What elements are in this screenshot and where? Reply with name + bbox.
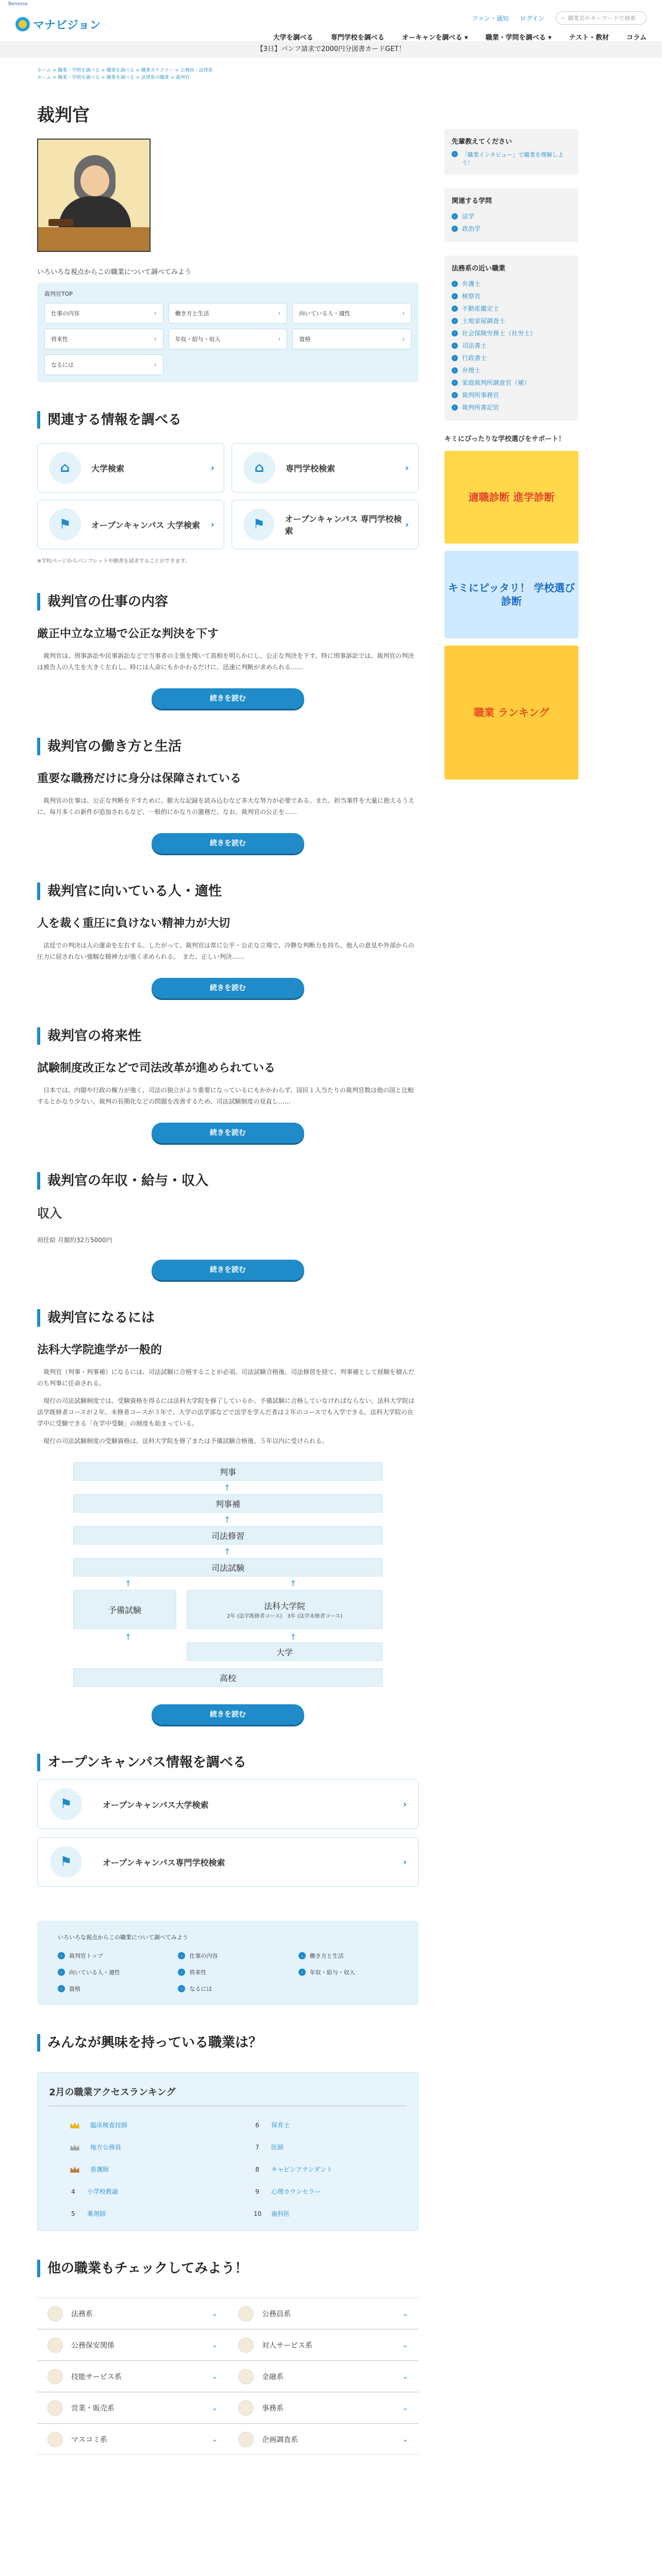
school-diagnosis-banner[interactable]: キミにピッタリ！ 学校選び診断 xyxy=(444,551,578,638)
work-section xyxy=(37,593,419,709)
logo-mark-icon xyxy=(15,17,30,31)
gnav-vocational[interactable]: 専門学校を調べる xyxy=(330,34,385,42)
interview-box: 先輩教えてください › 「職業インタビュー」で職業を理解しよう！ xyxy=(444,129,578,175)
univ-search-card[interactable]: ⌂ 大学検索 › xyxy=(37,443,224,493)
main-content xyxy=(37,67,419,2455)
other-job-label: 公務保安関係 xyxy=(71,2341,114,2350)
job-avatar-icon xyxy=(47,2306,63,2321)
ranking-item[interactable] xyxy=(70,2209,223,2218)
ranking-job-name: キャビンアテンダント xyxy=(271,2166,333,2173)
section-heading: 裁判官の働き方と生活 xyxy=(37,738,419,755)
chevron-right-icon: › xyxy=(452,367,458,374)
section-body: 現行の司法試験制度の受験資格は、法科大学院を修了または予備試験合格後、５年以内に受けられる。 xyxy=(43,1437,328,1445)
job-avatar-icon xyxy=(238,2432,254,2447)
chevron-right-icon: › xyxy=(178,1952,185,1959)
chevron-down-icon: ⌄ xyxy=(211,2403,218,2412)
flag-icon: ⚑ xyxy=(243,509,274,540)
other-job-item[interactable] xyxy=(228,2424,419,2455)
other-jobs-heading: 他の職業もチェックしてみよう！ xyxy=(37,2260,419,2277)
chevron-down-icon: ⌄ xyxy=(211,2435,218,2444)
navbox-title: いろいろな視点からこの職業について調べてみよう xyxy=(58,1934,188,1941)
chevron-right-icon: › xyxy=(210,462,214,473)
flow-preliminary-exam: 予備試験 xyxy=(73,1590,176,1629)
rank-number: 5 xyxy=(71,2210,75,2217)
ranking-section xyxy=(37,2034,419,2231)
chevron-right-icon: › xyxy=(58,1969,65,1976)
search-icon: ⌕ xyxy=(561,14,565,21)
promo-banner[interactable]: 【3日】パンフ請求で2000円分図書カードGET！ xyxy=(0,41,662,58)
cat-future[interactable]: 将来性 › xyxy=(44,329,163,349)
related-note: ※学校ページからパンフレットや願書を請求することができます。 xyxy=(37,558,190,564)
navbox-item[interactable]: › 向いている人・適性 xyxy=(58,1968,157,1976)
arrow-up-icon: ↑ xyxy=(224,1515,231,1524)
howto-section xyxy=(37,1309,419,1725)
school-icon: ⌂ xyxy=(243,452,275,484)
section-heading: 裁判官に向いている人・適性 xyxy=(37,883,419,900)
other-job-item[interactable] xyxy=(37,2298,228,2329)
ranking-job-name: 小学校教諭 xyxy=(87,2188,119,2195)
chevron-right-icon: › xyxy=(154,310,157,317)
job-avatar-icon xyxy=(47,2432,63,2447)
ranking-item[interactable] xyxy=(254,2143,407,2151)
job-avatar-icon xyxy=(238,2400,254,2416)
opencampus-heading: オープンキャンパス情報を調べる xyxy=(37,1754,419,1771)
study-link[interactable]: › 法学 xyxy=(452,210,571,223)
near-job-link[interactable]: › 司法書士 xyxy=(452,340,571,352)
job-avatar-icon xyxy=(47,2400,63,2416)
chevron-right-icon: › xyxy=(402,335,405,343)
read-more-button[interactable]: 続きを読む xyxy=(152,1260,304,1280)
ranking-item[interactable] xyxy=(254,2187,407,2196)
header xyxy=(0,7,662,41)
school-icon: ⌂ xyxy=(49,452,81,484)
section-body: 法廷での判決は人の運命を左右する。したがって、裁判官は常に公平・公正な立場で、冷静な判断力を持ち、他人の意見や外部からの圧力に屈されない強靱な精神力が強く求められる。 また、正しい判決…… xyxy=(37,942,415,960)
chevron-down-icon: ⌄ xyxy=(211,2372,218,2381)
ranking-job-name: 医師 xyxy=(271,2144,284,2151)
near-job-link[interactable]: › 社会保険労務士（社労士） xyxy=(452,327,571,340)
chevron-right-icon: › xyxy=(278,310,281,317)
chevron-right-icon: › xyxy=(178,1985,185,1992)
rank-number: 6 xyxy=(255,2121,259,2129)
flow-law-school: 法科大学院 2年 (法学既修者コース) 3年 (法学未修者コース) xyxy=(187,1590,383,1629)
other-job-item[interactable] xyxy=(37,2393,228,2424)
chevron-right-icon: › xyxy=(452,404,458,411)
ranking-job-name: 歯科医 xyxy=(271,2210,290,2217)
topbar xyxy=(0,0,662,7)
section-subheading: 重要な職務だけに身分は保障されている xyxy=(37,772,242,785)
near-job-link[interactable]: › 裁判所書記官 xyxy=(452,401,571,414)
ranking-item[interactable] xyxy=(70,2121,223,2129)
job-avatar-icon xyxy=(47,2337,63,2353)
other-job-label: 公務員系 xyxy=(262,2310,291,2318)
near-job-link[interactable]: › 弁理士 xyxy=(452,364,571,377)
chevron-right-icon: › xyxy=(299,1952,306,1959)
gavel-icon xyxy=(48,219,73,226)
navbox-item[interactable]: › 資格 xyxy=(58,1985,157,1993)
related-heading: 関連する情報を調べる xyxy=(37,411,419,429)
chevron-right-icon: › xyxy=(452,151,458,157)
section-body: 裁判官（判事・判事補）になるには、司法試験に合格することが必須。司法試験合格後、司法修習を経て、判事補として経験を積んだのち判事に任命される。 xyxy=(37,1368,415,1387)
other-job-item[interactable] xyxy=(37,2361,228,2392)
gnav-univ[interactable]: 大学を調べる xyxy=(273,34,313,42)
header-links xyxy=(472,11,647,25)
near-job-link[interactable]: › 裁判所事務官 xyxy=(452,389,571,401)
crown-icon xyxy=(70,2122,80,2129)
ranking-job-name: 薬剤師 xyxy=(87,2210,106,2217)
bottom-category-nav xyxy=(37,1921,419,2005)
read-more-button[interactable]: 続きを読む xyxy=(152,688,304,709)
section-body: 裁判官の仕事は、公正な判断を下すために、膨大な記録を読み込むなど多大な努力が必要である。また、担当案件を大量に抱えるうえに、毎月多くの新件が追加されるなど、一般的にかなりの激務だ。なお、裁判官の公正を…… xyxy=(37,797,415,816)
gnav-column[interactable]: コラム xyxy=(626,34,647,42)
ranking-title: 2月の職業アクセスランキング xyxy=(49,2085,407,2106)
chevron-down-icon: ⌄ xyxy=(402,2403,408,2412)
section-body: 裁判官は、刑事訴訟や民事訴訟などで当事者の主張を聞いて真相を明らかにし、公正な判決を下す。特に刑事訴訟では、裁判官の判決は被告人の人生を大きく左右し、時には人命にもかかわるだけに、迅速に判断が求められる…… xyxy=(37,652,415,671)
login-link[interactable]: ログイン xyxy=(520,14,544,22)
starting-salary: 初任給 月額約32万5000円 xyxy=(37,1236,112,1244)
ranking-item[interactable] xyxy=(254,2209,407,2218)
job-avatar-icon xyxy=(47,2369,63,2384)
job-avatar-icon xyxy=(238,2306,254,2321)
chevron-right-icon: › xyxy=(58,1985,65,1992)
logo-text: マナビジョン xyxy=(33,19,101,32)
read-more-button[interactable]: 続きを読む xyxy=(152,1123,304,1143)
ranking-job-name: 地方公務員 xyxy=(90,2144,122,2151)
sidebar xyxy=(444,67,578,2455)
flow-legal-training: 司法修習 xyxy=(73,1526,383,1545)
ranking-item[interactable] xyxy=(254,2121,407,2129)
section-subheading: 法科大学院進学が一般的 xyxy=(37,1344,162,1357)
other-job-label: 法務系 xyxy=(71,2310,93,2318)
read-more-button[interactable]: 続きを読む xyxy=(152,1704,304,1725)
other-job-label: 金融系 xyxy=(262,2372,284,2381)
section-subheading: 人を裁く重圧に負けない精神力が大切 xyxy=(37,917,230,930)
gnav-test[interactable]: テスト・教材 xyxy=(569,34,609,42)
chevron-right-icon: › xyxy=(452,343,458,349)
flow-judge: 判事 xyxy=(73,1462,383,1481)
near-job-link[interactable]: › 土地家屋調査士 xyxy=(452,315,571,327)
near-jobs-box: 法務系の近い職業 › 弁護士 › 検察官 › 不動産鑑定士 › 土地家屋調査士 › 社会保険労務士（社労士） › 司法書士 › 行政書士 › 弁理士 › 家庭裁判所調査官（補） › 裁判所事務官 › 裁判所書記官 xyxy=(444,256,578,421)
study-link[interactable]: › 政治学 xyxy=(452,223,571,235)
related-section xyxy=(37,411,419,564)
section-body: 日本では、内閣や行政の権力が強く、司法の独立がより重要になっているにもかかわらず、国民１人当たりの裁判官数は他の国と比較するとかなり少ない。裁判の長期化などの問題を改善するため、司法試験制度の見直し…… xyxy=(37,1087,414,1105)
flag-icon: ⚑ xyxy=(50,1788,82,1820)
chevron-right-icon: › xyxy=(210,519,214,530)
chevron-right-icon: › xyxy=(452,213,458,219)
chevron-down-icon: ⌄ xyxy=(402,2435,408,2444)
chevron-right-icon: › xyxy=(154,361,157,368)
chevron-right-icon: › xyxy=(58,1952,65,1959)
fan-notice-link[interactable]: ファン・通知 xyxy=(471,14,509,22)
oc-vocational-search-card[interactable]: ⚑ オープンキャンパス 専門学校検索 › xyxy=(231,500,419,549)
category-nav xyxy=(37,282,419,382)
ranking-heading: みんなが興味を持っている職業は？ xyxy=(37,2034,419,2052)
rank-number: 8 xyxy=(255,2165,259,2173)
cat-license[interactable]: 資格 › xyxy=(292,329,411,349)
arrow-up-icon: ↑ xyxy=(125,1579,132,1588)
section-subheading: 厳正中立な立場で公正な判決を下す xyxy=(37,628,219,640)
oc-univ-search-card[interactable]: ⚑ オープンキャンパス 大学検索 › xyxy=(37,500,224,549)
job-avatar-icon xyxy=(238,2369,254,2384)
arrow-up-icon: ↑ xyxy=(224,1483,231,1493)
flow-university: 大学 xyxy=(187,1642,383,1661)
other-job-label: 技能サービス系 xyxy=(71,2372,122,2381)
job-ranking-banner[interactable]: 職業 ランキング xyxy=(444,646,578,779)
navbox-item[interactable]: › 裁判官トップ xyxy=(58,1952,157,1960)
page-container xyxy=(37,58,625,2455)
benesse-logo: Benesse xyxy=(8,2,28,7)
related-studies-box: 関連する学問 › 法学 › 政治学 xyxy=(444,188,578,242)
near-job-link[interactable]: › 弁護士 xyxy=(452,278,571,290)
other-jobs-section xyxy=(37,2260,419,2455)
section-heading: 裁判官の仕事の内容 xyxy=(37,593,419,611)
other-job-item[interactable] xyxy=(228,2298,419,2329)
arrow-up-icon: ↑ xyxy=(290,1579,297,1588)
other-job-item[interactable] xyxy=(37,2330,228,2361)
page-title: 裁判官 xyxy=(37,105,90,126)
cat-work[interactable]: 仕事の内容 › xyxy=(44,303,163,324)
career-flow-diagram xyxy=(73,1462,383,1689)
ranking-item[interactable] xyxy=(70,2143,223,2151)
gnav-opencampus[interactable]: オーキャンを調べる ▾ xyxy=(402,34,468,42)
near-job-link[interactable]: › 不動産鑑定士 xyxy=(452,302,571,315)
chevron-right-icon: › xyxy=(452,318,458,324)
other-job-label: 営業・販売系 xyxy=(71,2404,114,2413)
vocational-search-card[interactable]: ⌂ 専門学校検索 › xyxy=(231,443,419,493)
section-body: 現行の司法試験制度では、受験資格を得るには法科大学院を修了しているか、予備試験に合格していなければならない。法科大学院は法学既修者コースが２年、未修者コースが３年で、大学の法学部などで法学を学んだ者は２年のコースでも入学できる。法科大学院の在学中に受験できる「在学中受験」の制度も始まっている。 xyxy=(37,1397,415,1427)
cat-income[interactable]: 年収・給与・収入 › xyxy=(169,329,288,349)
other-jobs-list xyxy=(37,2298,419,2455)
chevron-right-icon: › xyxy=(403,1856,407,1868)
navbox-item[interactable]: › 働き方と生活 xyxy=(299,1952,398,1960)
aptitude-diagnosis-banner[interactable]: 適職診断 進学診断 xyxy=(444,451,578,544)
ranking-item[interactable] xyxy=(70,2165,223,2174)
other-job-item[interactable] xyxy=(228,2393,419,2424)
rank-number: 9 xyxy=(255,2188,259,2195)
chevron-right-icon: › xyxy=(452,330,458,336)
chevron-right-icon: › xyxy=(405,462,409,473)
income-section xyxy=(37,1172,419,1280)
cat-aptitude[interactable]: 向いている人・適性 › xyxy=(292,303,411,324)
near-job-link[interactable]: › 検察官 xyxy=(452,290,571,302)
ranking-box xyxy=(37,2072,419,2231)
breadcrumb xyxy=(37,67,419,81)
read-more-button[interactable]: 続きを読む xyxy=(152,978,304,998)
chevron-right-icon: › xyxy=(154,335,157,343)
chevron-right-icon: › xyxy=(452,281,458,287)
ranking-job-name: 保育士 xyxy=(271,2122,290,2129)
chevron-right-icon: › xyxy=(402,310,405,317)
section-heading: 裁判官になるには xyxy=(37,1309,419,1327)
section-heading: 裁判官の将来性 xyxy=(37,1027,419,1045)
interview-link[interactable]: › 「職業インタビュー」で職業を理解しよう！ xyxy=(452,151,571,167)
rank-number: 7 xyxy=(255,2143,259,2151)
oc-univ-card[interactable]: ⚑ オープンキャンパス大学検索 › xyxy=(37,1780,419,1829)
chevron-right-icon: › xyxy=(403,1799,407,1810)
lifestyle-section xyxy=(37,738,419,854)
navbox-item[interactable]: › なるには xyxy=(178,1985,277,1993)
oc-vocational-card[interactable]: ⚑ オープンキャンパス専門学校検索 › xyxy=(37,1837,419,1887)
chevron-right-icon: › xyxy=(405,519,409,530)
chevron-right-icon: › xyxy=(452,226,458,232)
chevron-down-icon: ⌄ xyxy=(402,2309,408,2318)
flag-icon: ⚑ xyxy=(50,1846,82,1878)
search-input[interactable]: ⌕ 職業名やキーワードで検索 xyxy=(556,11,647,25)
ranking-job-name: 心理カウンセラー xyxy=(271,2188,321,2195)
read-more-button[interactable]: 続きを読む xyxy=(152,833,304,854)
near-job-link[interactable]: › 行政書士 xyxy=(452,352,571,364)
ranking-job-name: 看護師 xyxy=(90,2166,109,2173)
aptitude-section xyxy=(37,883,419,998)
chevron-down-icon: ⌄ xyxy=(211,2309,218,2318)
ranking-job-name: 臨床検査技師 xyxy=(90,2122,128,2129)
section-heading: 裁判官の年収・給与・収入 xyxy=(37,1172,419,1190)
arrow-up-icon: ↑ xyxy=(290,1632,297,1642)
flow-bar-exam: 司法試験 xyxy=(73,1558,383,1577)
flow-assistant-judge: 判事補 xyxy=(73,1494,383,1513)
chevron-right-icon: › xyxy=(278,335,281,343)
future-section xyxy=(37,1027,419,1143)
chevron-right-icon: › xyxy=(452,355,458,361)
cat-howto[interactable]: なるには › xyxy=(44,354,163,375)
ranking-list xyxy=(49,2121,407,2218)
site-logo[interactable] xyxy=(15,16,101,32)
section-subheading: 試験制度改正などで司法改革が進められている xyxy=(37,1062,276,1075)
job-avatar-icon xyxy=(238,2337,254,2353)
chevron-right-icon: › xyxy=(452,380,458,386)
rank-number: 4 xyxy=(71,2188,75,2195)
near-job-link[interactable]: › 家庭裁判所調査官（補） xyxy=(452,377,571,389)
ranking-item[interactable] xyxy=(70,2187,223,2196)
global-nav xyxy=(273,32,647,42)
chevron-down-icon: ⌄ xyxy=(402,2372,408,2381)
navbox-item[interactable]: › 仕事の内容 xyxy=(178,1952,277,1960)
chevron-right-icon: › xyxy=(178,1969,185,1976)
category-top-link[interactable]: 裁判官TOP xyxy=(44,291,73,297)
crown-icon xyxy=(70,2144,80,2151)
chevron-down-icon: ⌄ xyxy=(211,2341,218,2349)
navbox-item[interactable]: › 将来性 xyxy=(178,1968,277,1976)
chevron-right-icon: › xyxy=(299,1969,306,1976)
other-job-label: 企画調査系 xyxy=(262,2435,298,2444)
other-job-item[interactable] xyxy=(228,2361,419,2392)
arrow-up-icon: ↑ xyxy=(224,1547,231,1556)
opencampus-section xyxy=(37,1754,419,1887)
chevron-right-icon: › xyxy=(452,392,458,398)
judge-illustration xyxy=(37,139,151,252)
other-job-item[interactable] xyxy=(228,2330,419,2361)
intro-text: いろいろな視点からこの職業について調べてみよう xyxy=(37,268,191,276)
income-label: 収入 xyxy=(37,1206,62,1221)
rank-number: 10 xyxy=(254,2210,262,2217)
banner-lead: キミにぴったりな学校選びをサポート！ xyxy=(444,435,566,443)
ranking-item[interactable] xyxy=(254,2165,407,2174)
arrow-up-icon: ↑ xyxy=(125,1632,132,1642)
cat-lifestyle[interactable]: 働き方と生活 › xyxy=(169,303,288,324)
gnav-jobs[interactable]: 職業・学問を調べる ▾ xyxy=(485,34,552,42)
other-job-label: マスコミ系 xyxy=(71,2435,107,2444)
flow-high-school: 高校 xyxy=(73,1668,383,1687)
other-job-item[interactable] xyxy=(37,2424,228,2455)
other-job-label: 事務系 xyxy=(262,2404,284,2413)
chevron-right-icon: › xyxy=(452,306,458,312)
crown-icon xyxy=(70,2166,80,2173)
other-job-label: 対人サービス系 xyxy=(262,2341,312,2350)
breadcrumb-line-1[interactable]: ホーム > 職業・学問を調べる > 職業を調べる > 職業カテゴリー > 公務員・法律系 xyxy=(37,68,213,73)
flag-icon: ⚑ xyxy=(49,509,81,540)
chevron-down-icon: ⌄ xyxy=(402,2341,408,2349)
chevron-right-icon: › xyxy=(452,293,458,299)
breadcrumb-line-2[interactable]: ホーム > 職業・学問を調べる > 職業を調べる > 法律系の職業 > 裁判官 xyxy=(37,75,190,80)
navbox-item[interactable]: › 年収・給与・収入 xyxy=(299,1968,398,1976)
